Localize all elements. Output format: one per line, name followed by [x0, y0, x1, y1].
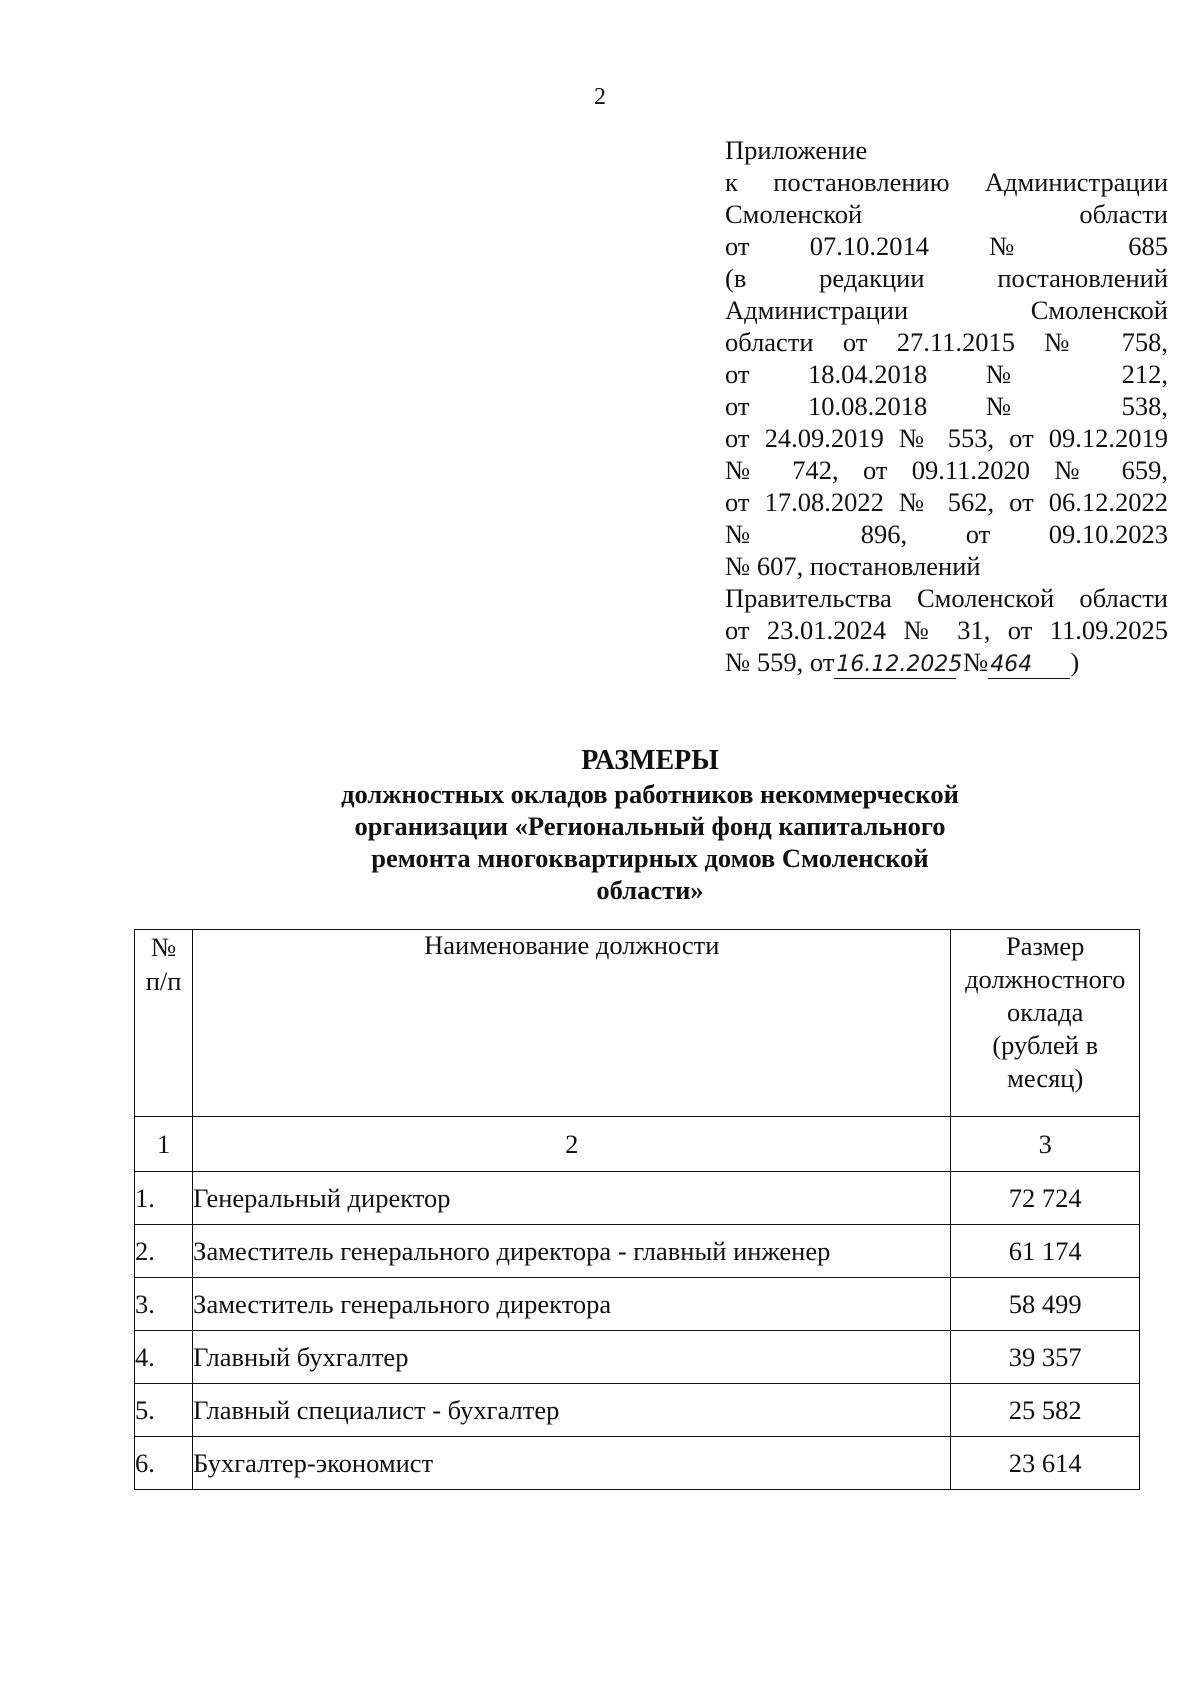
position-name: Заместитель генерального директора - главный инженер — [193, 1225, 951, 1278]
header-number — [135, 930, 193, 1117]
header-salary-line: месяц) — [1007, 1063, 1084, 1093]
row-number: 1. — [135, 1172, 193, 1225]
row-number: 6. — [135, 1437, 193, 1490]
appendix-line: от 18.04.2018 № 212, — [725, 359, 1168, 389]
title-subtitle-line: ремонта многоквартирных домов Смоленской — [371, 843, 929, 873]
closing-paren: ) — [1070, 647, 1080, 677]
column-number-row — [135, 1117, 1140, 1172]
column-number: 3 — [951, 1117, 1140, 1172]
title-subtitle-line: области» — [596, 875, 704, 905]
appendix-line: Администрации Смоленской — [725, 295, 1168, 325]
appendix-line: Правительства Смоленской области — [725, 583, 1168, 613]
appendix-line: от 23.01.2024 № 31, от 11.09.2025 — [725, 615, 1168, 645]
title-main: РАЗМЕРЫ — [581, 745, 719, 776]
header-salary-line: оклада — [1007, 997, 1084, 1027]
salary-value: 39 357 — [951, 1331, 1140, 1384]
page-number: 2 — [594, 84, 606, 110]
header-number-line: № — [150, 932, 177, 962]
header-salary — [951, 930, 1140, 1117]
header-salary-line: (рублей в — [992, 1030, 1099, 1060]
table-row — [135, 1384, 1140, 1437]
salary-table — [134, 929, 1140, 1490]
position-name: Бухгалтер-экономист — [193, 1437, 951, 1490]
header-position: Наименование должности — [193, 930, 951, 1117]
column-number: 1 — [135, 1117, 193, 1172]
appendix-line: № 896, от 09.10.2023 — [725, 519, 1168, 549]
salary-value: 58 499 — [951, 1278, 1140, 1331]
appendix-line: № 607, постановлений — [725, 551, 981, 581]
position-name: Генеральный директор — [193, 1172, 951, 1225]
salary-value: 25 582 — [951, 1384, 1140, 1437]
appendix-line: от 07.10.2014 № 685 — [725, 231, 1168, 261]
appendix-line: от 10.08.2018 № 538, — [725, 391, 1168, 421]
table-row — [135, 1172, 1140, 1225]
row-number: 3. — [135, 1278, 193, 1331]
title-subtitle-line: организации «Региональный фонд капитального — [354, 811, 946, 841]
appendix-last-prefix: № 559, от — [725, 647, 835, 677]
row-number: 5. — [135, 1384, 193, 1437]
header-salary-line: Размер — [1006, 931, 1085, 961]
appendix-line: от 17.08.2022 № 562, от 06.12.2022 — [725, 487, 1168, 517]
header-number-line: п/п — [145, 966, 182, 996]
table-row — [135, 1278, 1140, 1331]
salary-value: 61 174 — [951, 1225, 1140, 1278]
table-row — [135, 1331, 1140, 1384]
salary-value: 72 724 — [951, 1172, 1140, 1225]
appendix-line: от 24.09.2019 № 553, от 09.12.2019 — [725, 423, 1168, 453]
appendix-line: области от 27.11.2015 № 758, — [725, 327, 1168, 357]
appendix-last-line — [725, 646, 1168, 679]
title-subtitle-line: должностных окладов работников некоммерческой — [341, 779, 959, 809]
row-number: 4. — [135, 1331, 193, 1384]
handwritten-date: 16.12.2025 — [836, 652, 963, 677]
appendix-line: № 742, от 09.11.2020 № 659, — [725, 455, 1168, 485]
table-header-row — [135, 930, 1140, 1117]
table-row — [135, 1437, 1140, 1490]
appendix-block — [725, 134, 1168, 679]
position-name: Главный бухгалтер — [193, 1331, 951, 1384]
appendix-line: к постановлению Администрации — [725, 167, 1168, 197]
document-title — [300, 744, 1000, 906]
row-number: 2. — [135, 1225, 193, 1278]
number-sign: № — [963, 647, 989, 677]
position-name: Главный специалист - бухгалтер — [193, 1384, 951, 1437]
handwritten-number: 464 — [988, 652, 1070, 679]
header-salary-line: должностного — [965, 964, 1126, 994]
appendix-line: (в редакции постановлений — [725, 263, 1168, 293]
appendix-line: Приложение — [725, 135, 868, 165]
column-number: 2 — [193, 1117, 951, 1172]
appendix-line: Смоленской области — [725, 199, 1168, 229]
position-name: Заместитель генерального директора — [193, 1278, 951, 1331]
salary-value: 23 614 — [951, 1437, 1140, 1490]
table-row — [135, 1225, 1140, 1278]
